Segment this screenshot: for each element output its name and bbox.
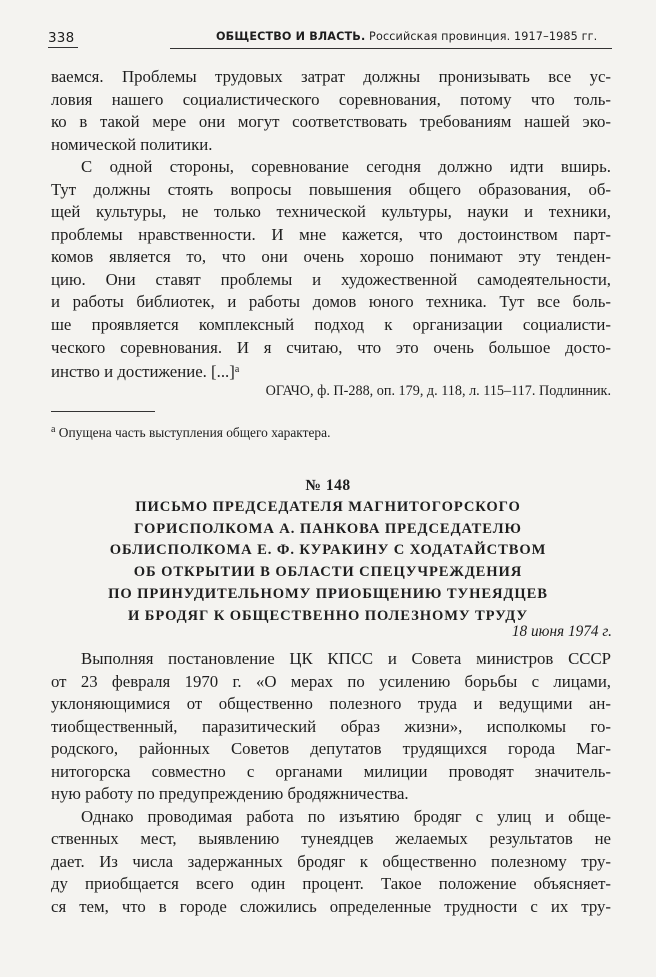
top-paragraphs [51, 66, 611, 382]
text-line: тиобщественный, паразитический образ жизни», исполкомы го- [51, 716, 611, 736]
document-title-line: ПО ПРИНУДИТЕЛЬНОМУ ПРИОБЩЕНИЮ ТУНЕЯДЦЕВ [108, 585, 548, 602]
header-rule-left [48, 47, 78, 48]
text-line: щей культуры, не только технической культуры, науки и техники, [51, 202, 611, 222]
document-title-line: ОБ ОТКРЫТИИ В ОБЛАСТИ СПЕЦУЧРЕЖДЕНИЯ [133, 564, 523, 581]
header-rule-right [170, 48, 612, 49]
footnote-mark: а [51, 424, 56, 435]
text-line: Выполняя постановление ЦК КПСС и Совета министров СССР [81, 649, 611, 668]
text-line: ческого соревнования. И я считаю, что это очень большое досто- [51, 337, 611, 357]
document-title-line: ОБЛИСПОЛКОМА Е. Ф. КУРАКИНУ С ХОДАТАЙСТВОМ [109, 542, 547, 559]
footnote [51, 424, 330, 441]
text-line: комов является то, что они очень хорошо понимают эту тенден- [51, 247, 611, 267]
footnote-text: Опущена часть выступления общего характера. [55, 425, 331, 440]
text-line: ся тем, что в городе сложились определенные трудности с их тру- [51, 897, 611, 917]
running-title-bold: ОБЩЕСТВО И ВЛАСТЬ. [216, 30, 366, 43]
text-line: ше проявляется комплексный подход к организации социалисти- [51, 315, 611, 335]
text-line: и работы библиотек, и работы домов юного техника. Тут все боль- [51, 292, 611, 312]
document-title-line: ГОРИСПОЛКОМА А. ПАНКОВА ПРЕДСЕДАТЕЛЮ [134, 520, 522, 537]
text-line: родского, районных Советов депутатов трудящихся города Маг- [51, 739, 611, 759]
document-date: 18 июня 1974 г. [511, 623, 612, 640]
text-line: ваемся. Проблемы трудовых затрат должны пронизывать все ус- [51, 67, 611, 86]
text-line: ду приобщается всего один процент. Такое положение объясняет- [51, 874, 611, 894]
letter-body [51, 648, 611, 919]
text-line: С одной стороны, соревнование сегодня должно идти вширь. [81, 157, 611, 177]
footnote-marker: а [234, 364, 240, 376]
document-title-line: И БРОДЯГ К ОБЩЕСТВЕННО ПОЛЕЗНОМУ ТРУДУ [128, 607, 528, 624]
text-line: Однако проводимая работа по изъятию бродяг с улиц и обще- [81, 806, 611, 826]
text-line: от 23 февраля 1970 г. «О мерах по усилению борьбы с лицами, [51, 671, 611, 691]
text-line: ловия нашего социалистического соревнования, потому что толь- [51, 89, 611, 109]
text-line: цию. Они ставят проблемы и художественной самодеятельности, [51, 269, 611, 289]
text-line: ко в такой мере они могут соответствовать требованиям нашей эко- [51, 112, 611, 132]
text-line [51, 359, 611, 382]
text-line: проблемы нравственности. И мне кажется, что достоинством парт- [51, 224, 611, 244]
document-number: № 148 [305, 477, 351, 494]
text-line: дает. Из числа задержанных бродяг к общественно полезному тру- [51, 851, 611, 871]
document-title-line: ПИСЬМО ПРЕДСЕДАТЕЛЯ МАГНИТОГОРСКОГО [135, 499, 521, 515]
text-line: Тут должны стоять вопросы повышения общего образования, об- [51, 179, 611, 199]
text-line: нитогорска совместно с органами милиции проводят значитель- [51, 761, 611, 781]
text-line: ственных мест, выявлению тунеядцев желаемых результатов не [51, 829, 611, 849]
running-title-rest: Российская провинция. 1917–1985 гг. [365, 30, 598, 43]
document-title [60, 497, 596, 627]
text-line: уклоняющимися от общественно полезного труда и ведущими ан- [51, 694, 611, 714]
running-title [216, 30, 597, 43]
text-line-content: инство и достижение. [...] [51, 362, 235, 382]
archive-source: ОГАЧО, ф. П-288, оп. 179, д. 118, л. 115–117. Подлинник. [265, 383, 611, 399]
text-line: номической политики. [51, 134, 213, 154]
running-head [48, 28, 614, 50]
page-number: 338 [48, 30, 75, 46]
footnote-rule [51, 411, 155, 412]
text-line: ную работу по предупреждению бродяжничества. [51, 784, 409, 804]
